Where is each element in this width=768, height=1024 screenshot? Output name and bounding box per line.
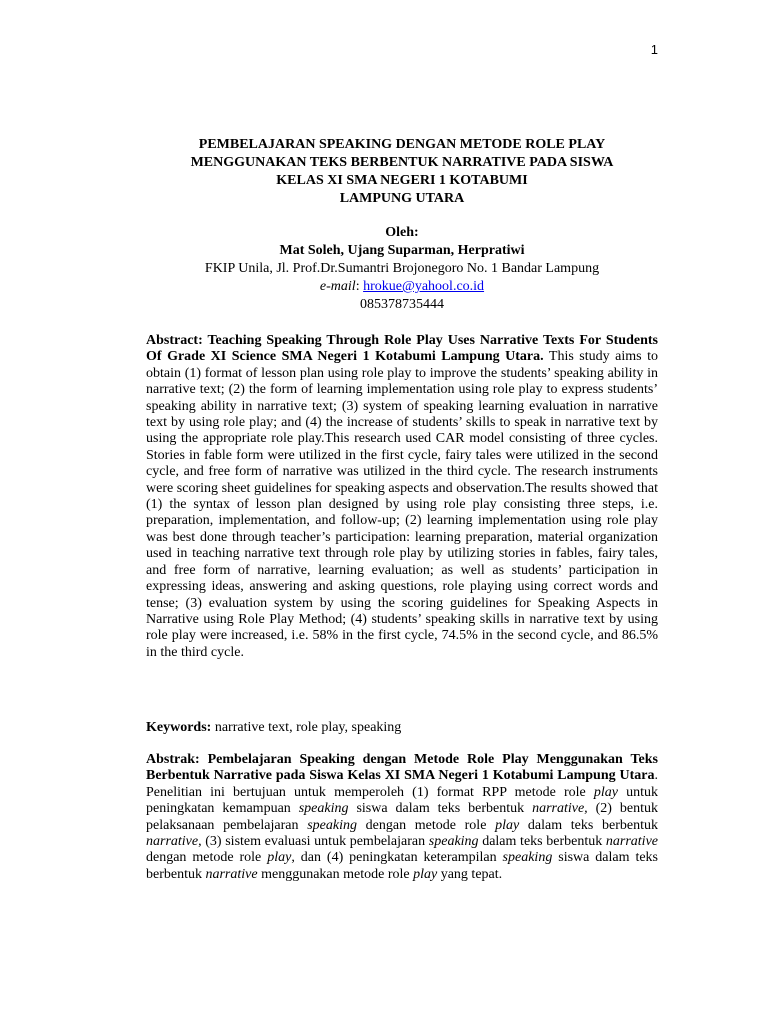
abstract-english	[146, 333, 658, 661]
email-line	[146, 278, 658, 296]
page-number: 1	[650, 42, 658, 57]
abstract-indonesian-heading-text: Abstrak: Pembelajaran Speaking dengan Metode Role Play Menggunakan Teks Berbentuk Narrative pada Siswa Kelas XI SMA Negeri 1 Kotabumi Lampung Utara	[146, 752, 658, 784]
title-line-4: LAMPUNG UTARA	[339, 191, 465, 206]
italic-term: narrative,	[532, 801, 588, 817]
italic-term: play	[267, 850, 292, 866]
text-segment: yang tepat.	[437, 866, 503, 882]
text-segment: Penelitian ini bertujuan untuk memperoleh (1) format RPP metode role	[146, 784, 594, 800]
keywords	[146, 720, 658, 736]
abstract-indonesian	[146, 752, 658, 883]
text-segment: dalam teks berbentuk	[519, 817, 658, 833]
italic-term: narrative	[205, 866, 258, 882]
email-separator: :	[355, 279, 364, 294]
italic-term: play	[495, 817, 520, 833]
keywords-text: narrative text, role play, speaking	[211, 720, 402, 735]
italic-term: speaking	[502, 850, 553, 866]
affiliation: FKIP Unila, Jl. Prof.Dr.Sumantri Brojonegoro No. 1 Bandar Lampung	[204, 261, 600, 276]
text-segment: dalam teks berbentuk	[478, 834, 606, 850]
title-line-3: KELAS XI SMA NEGERI 1 KOTABUMI	[276, 173, 528, 188]
text-segment: (2) bentuk pelaksanaan pembelajaran	[146, 801, 658, 833]
italic-term: narrative	[605, 834, 658, 850]
text-segment: siswa dalam teks berbentuk	[348, 801, 533, 817]
title-line-1: PEMBELAJARAN SPEAKING DENGAN METODE ROLE PLAY	[198, 137, 606, 152]
italic-term: play	[593, 784, 618, 800]
phone-number: 085378735444	[360, 297, 444, 312]
text-segment: dengan metode role	[356, 817, 496, 833]
byline	[146, 224, 658, 314]
email-link[interactable]: hrokue@yahool.co.id	[363, 279, 485, 294]
abstract-indonesian-body	[146, 785, 658, 882]
italic-term: speaking	[307, 817, 357, 833]
email-label: e-mail	[319, 279, 356, 294]
text-segment: dengan metode role	[146, 850, 268, 866]
title-line-2: MENGGUNAKAN TEKS BERBENTUK NARRATIVE PADA SISWA	[190, 155, 614, 170]
text-segment: , (3) sistem evaluasi untuk pembelajaran	[198, 834, 429, 850]
keywords-label: Keywords:	[146, 720, 212, 735]
text-segment: menggunakan metode role	[257, 866, 414, 882]
abstract-english-heading: Abstract: Teaching Speaking Through Role Play Uses Narrative Texts For Students Of Grade XI Science SMA Negeri 1 Kotabumi Lampung Utara.	[146, 333, 658, 365]
italic-term: narrative	[146, 834, 199, 850]
abstract-indonesian-heading	[146, 752, 658, 783]
author-names: Mat Soleh, Ujang Suparman, Herpratiwi	[279, 243, 525, 258]
text-segment: untuk peningkatan kemampuan	[146, 784, 658, 817]
italic-term: speaking	[428, 834, 479, 850]
text-segment: siswa dalam teks berbentuk	[146, 850, 658, 882]
italic-term: speaking	[298, 801, 349, 817]
abstract-indonesian-heading-end: .	[654, 768, 658, 784]
text-segment: , dan (4) peningkatan keterampilan	[291, 850, 503, 866]
byline-label: Oleh:	[385, 225, 419, 240]
abstract-english-body: This study aims to obtain (1) format of lesson plan using role play to improve the students’ speaking ability in narrative text; (2) the form of learning implementation using role play to express students’ speaking ability in narrative text; (3) system of speaking learning evaluation in narrative text by using role play; and (4) the increase of students’ skills to speak in narrative text by using the appropriate role play.This research used CAR model consisting of three cycles. Stories in fable form were utilized in the first cycle, fairy tales were utilized in the second cycle, and free form of narrative was utilized in the third cycle. The research instruments were scoring sheet guidelines for speaking aspects and observation.The results showed that (1) the syntax of lesson plan designed by using role play consisting three steps, i.e. preparation, implementation, and follow-up; (2) learning implementation using role play was best done through teacher’s participation: learning preparation, material organization used in teaching narrative text through role play by utilizing stories in fables, fairy tales, and free form of narrative, learning evaluation; as well as students’ participation in expressing ideas, answering and asking questions, role playing using correct words and tense; (3) evaluation system by using the scoring guidelines for Speaking Aspects in Narrative using Role Play Method; (4) students’ speaking skills in narrative text by using role play were increased, i.e. 58% in the first cycle, 74.5% in the second cycle, and 86.5% in the third cycle.	[146, 349, 659, 660]
italic-term: play	[413, 866, 438, 882]
paper-title	[146, 136, 658, 208]
